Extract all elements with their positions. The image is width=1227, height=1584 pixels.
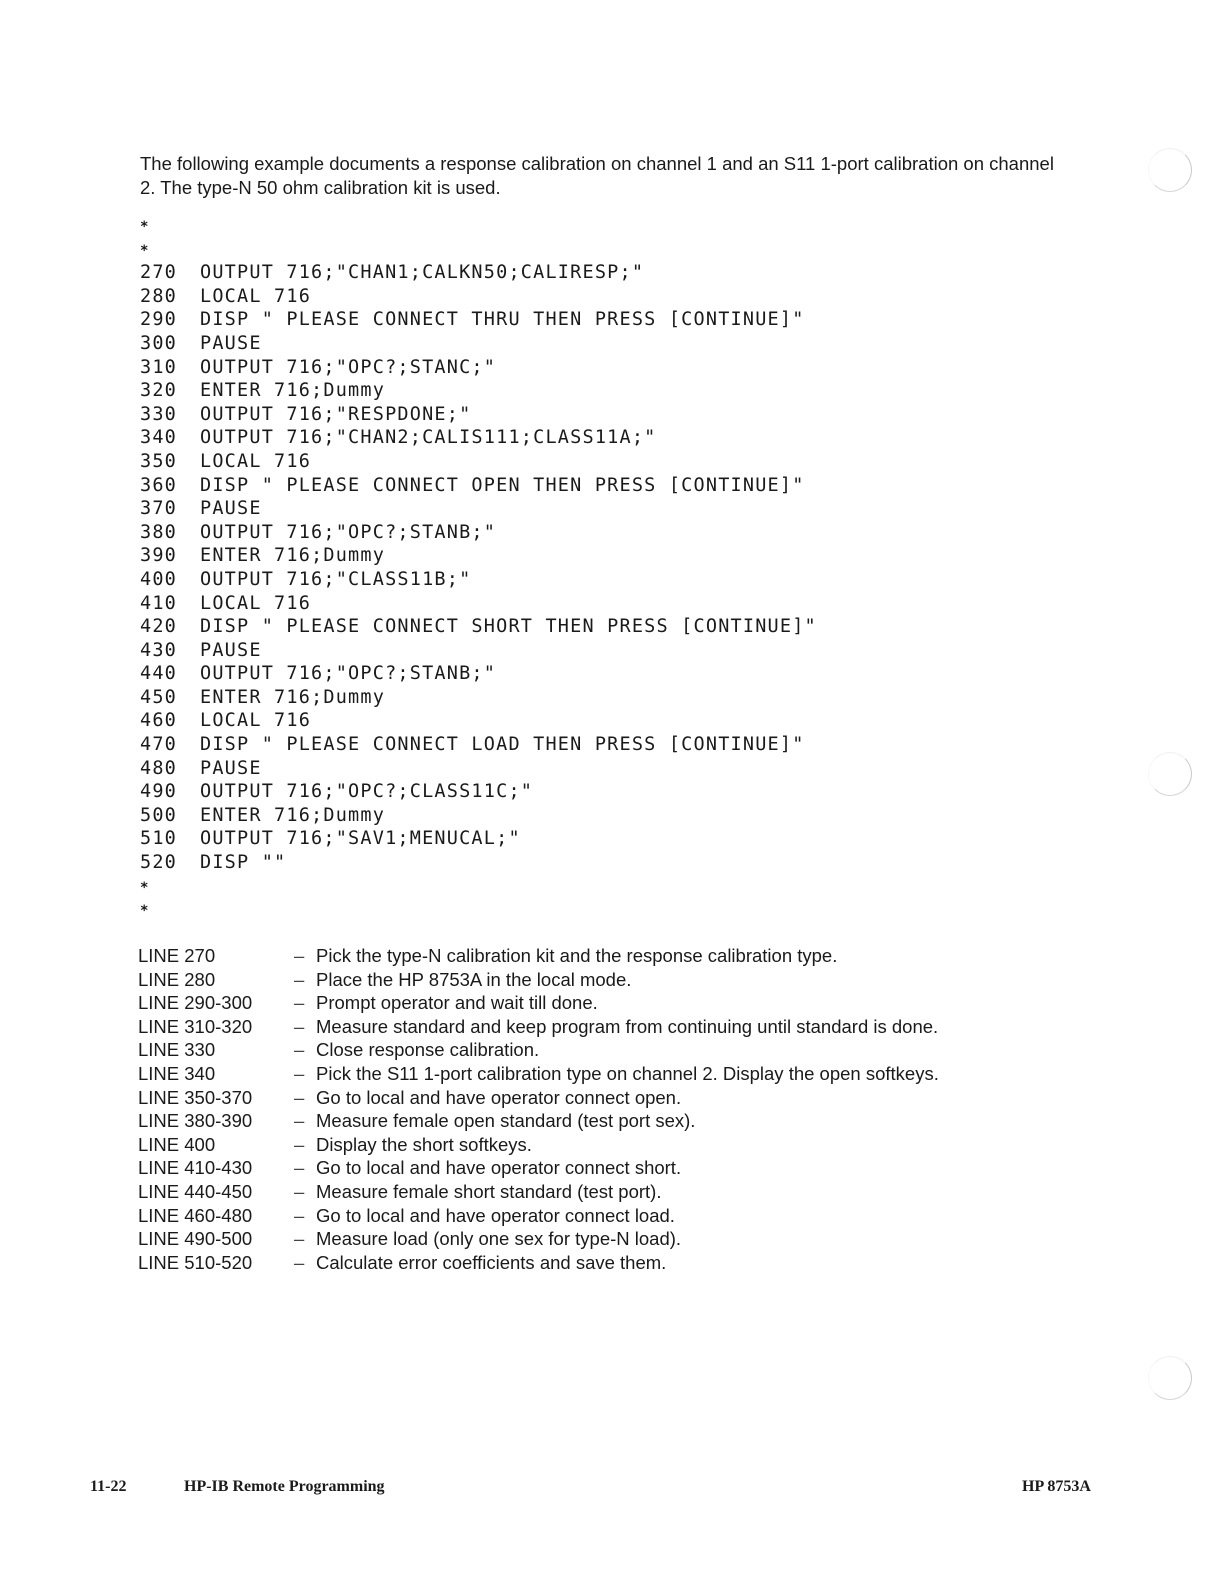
intro-paragraph: The following example documents a response calibration on channel 1 and an S11 1-port calibration on channel 2. The type-N 50 ohm calibration kit is used. bbox=[140, 153, 1054, 198]
note-dash: – bbox=[294, 1204, 305, 1226]
note-text: Pick the S11 1-port calibration type on channel 2. Display the open softkeys. bbox=[316, 1062, 939, 1084]
code-line bbox=[140, 238, 817, 262]
line-number: 420 bbox=[140, 616, 178, 638]
note-row bbox=[138, 1204, 939, 1228]
code-statement: DISP " PLEASE CONNECT SHORT THEN PRESS [CONTINUE]" bbox=[200, 616, 817, 638]
code-line bbox=[140, 426, 817, 450]
code-line bbox=[140, 875, 817, 899]
line-number: 310 bbox=[140, 356, 178, 378]
line-number: 440 bbox=[140, 663, 178, 685]
note-dash: – bbox=[294, 1133, 305, 1155]
code-listing bbox=[140, 214, 817, 922]
line-number: 430 bbox=[140, 639, 178, 661]
code-statement: DISP " PLEASE CONNECT OPEN THEN PRESS [CONTINUE]" bbox=[200, 474, 805, 496]
line-number: 460 bbox=[140, 710, 178, 732]
comment-marker: * bbox=[140, 219, 150, 235]
line-number: 370 bbox=[140, 498, 178, 520]
code-line bbox=[140, 497, 817, 521]
note-row bbox=[138, 1038, 939, 1062]
binder-hole bbox=[1148, 752, 1192, 796]
code-statement: OUTPUT 716;"RESPDONE;" bbox=[200, 403, 472, 425]
note-dash: – bbox=[294, 1086, 305, 1108]
note-dash: – bbox=[294, 945, 305, 966]
note-text: Measure load (only one sex for type-N load). bbox=[316, 1228, 682, 1250]
note-dash: – bbox=[294, 1157, 305, 1179]
note-line-label: LINE 410-430 bbox=[138, 1157, 253, 1179]
note-row bbox=[138, 1109, 939, 1133]
line-number: 340 bbox=[140, 427, 178, 449]
code-statement: OUTPUT 716;"CHAN1;CALKN50;CALIRESP;" bbox=[200, 262, 645, 284]
code-statement: PAUSE bbox=[200, 757, 262, 779]
note-row bbox=[138, 991, 939, 1015]
binder-hole bbox=[1148, 1356, 1192, 1400]
line-number: 450 bbox=[140, 686, 178, 708]
page-number: 11-22 bbox=[90, 1478, 127, 1495]
note-dash: – bbox=[294, 968, 305, 990]
code-statement: PAUSE bbox=[200, 498, 262, 520]
line-number: 520 bbox=[140, 852, 178, 874]
note-text: Pick the type-N calibration kit and the response calibration type. bbox=[316, 945, 838, 966]
product-name: HP 8753A bbox=[1022, 1478, 1091, 1495]
code-line bbox=[140, 356, 817, 380]
code-statement: ENTER 716;Dummy bbox=[200, 380, 386, 402]
code-line bbox=[140, 568, 817, 592]
code-line bbox=[140, 332, 817, 356]
note-text: Go to local and have operator connect load. bbox=[316, 1204, 675, 1226]
code-line bbox=[140, 733, 817, 757]
code-statement: LOCAL 716 bbox=[200, 285, 312, 307]
code-line bbox=[140, 898, 817, 922]
code-line bbox=[140, 615, 817, 639]
code-line bbox=[140, 308, 817, 332]
note-text: Calculate error coefficients and save them. bbox=[316, 1251, 667, 1273]
code-statement: ENTER 716;Dummy bbox=[200, 686, 386, 708]
code-line bbox=[140, 639, 817, 663]
note-dash: – bbox=[294, 1039, 305, 1061]
note-text: Close response calibration. bbox=[316, 1039, 540, 1061]
code-line bbox=[140, 379, 817, 403]
code-statement: DISP " PLEASE CONNECT LOAD THEN PRESS [CONTINUE]" bbox=[200, 734, 805, 756]
comment-marker: * bbox=[140, 242, 150, 259]
line-number: 390 bbox=[140, 545, 178, 567]
section-title: HP-IB Remote Programming bbox=[184, 1478, 385, 1495]
code-line bbox=[140, 757, 817, 781]
line-number: 300 bbox=[140, 332, 178, 354]
line-number: 350 bbox=[140, 450, 178, 472]
note-text: Measure female short standard (test port). bbox=[316, 1180, 662, 1202]
line-number: 400 bbox=[140, 568, 178, 590]
note-text: Display the short softkeys. bbox=[316, 1133, 532, 1155]
code-line bbox=[140, 780, 817, 804]
code-line bbox=[140, 403, 817, 427]
note-row bbox=[138, 944, 939, 968]
note-text: Measure female open standard (test port sex). bbox=[316, 1110, 696, 1132]
line-number: 480 bbox=[140, 757, 178, 779]
note-row bbox=[138, 1156, 939, 1180]
note-dash: – bbox=[294, 1251, 305, 1273]
code-statement: LOCAL 716 bbox=[200, 450, 312, 472]
line-number: 410 bbox=[140, 592, 178, 614]
line-number: 360 bbox=[140, 474, 178, 496]
note-row bbox=[138, 1086, 939, 1110]
code-statement: OUTPUT 716;"OPC?;STANB;" bbox=[200, 521, 497, 543]
code-statement: PAUSE bbox=[200, 639, 262, 661]
note-text: Prompt operator and wait till done. bbox=[316, 992, 598, 1014]
note-row bbox=[138, 968, 939, 992]
note-line-label: LINE 380-390 bbox=[138, 1110, 253, 1132]
code-statement: ENTER 716;Dummy bbox=[200, 545, 386, 567]
note-line-label: LINE 400 bbox=[138, 1133, 216, 1155]
comment-marker: * bbox=[140, 903, 150, 920]
code-statement: DISP "" bbox=[200, 852, 287, 874]
note-line-label: LINE 330 bbox=[138, 1039, 216, 1061]
note-line-label: LINE 510-520 bbox=[138, 1251, 253, 1273]
code-statement: OUTPUT 716;"SAV1;MENUCAL;" bbox=[200, 828, 521, 850]
code-line bbox=[140, 804, 817, 828]
note-dash: – bbox=[294, 1110, 305, 1132]
note-row bbox=[138, 1062, 939, 1086]
line-number: 330 bbox=[140, 403, 178, 425]
code-statement: OUTPUT 716;"OPC?;CLASS11C;" bbox=[200, 781, 534, 803]
line-number: 490 bbox=[140, 781, 178, 803]
code-statement: OUTPUT 716;"CHAN2;CALIS111;CLASS11A;" bbox=[200, 427, 657, 449]
code-line bbox=[140, 709, 817, 733]
note-text: Go to local and have operator connect open. bbox=[316, 1086, 682, 1108]
line-number: 320 bbox=[140, 380, 178, 402]
code-line bbox=[140, 827, 817, 851]
note-text: Measure standard and keep program from continuing until standard is done. bbox=[316, 1015, 939, 1037]
line-number: 510 bbox=[140, 828, 178, 850]
code-line bbox=[140, 450, 817, 474]
code-line bbox=[140, 851, 817, 875]
code-statement: PAUSE bbox=[200, 332, 262, 354]
code-line bbox=[140, 521, 817, 545]
note-line-label: LINE 350-370 bbox=[138, 1086, 253, 1108]
note-text: Place the HP 8753A in the local mode. bbox=[316, 968, 632, 990]
note-line-label: LINE 270 bbox=[138, 945, 216, 966]
code-line bbox=[140, 544, 817, 568]
code-line bbox=[140, 214, 817, 238]
note-dash: – bbox=[294, 1062, 305, 1084]
code-statement: LOCAL 716 bbox=[200, 592, 312, 614]
line-number: 380 bbox=[140, 521, 178, 543]
note-dash: – bbox=[294, 992, 305, 1014]
note-line-label: LINE 280 bbox=[138, 968, 216, 990]
code-line bbox=[140, 662, 817, 686]
note-row bbox=[138, 1133, 939, 1157]
line-number: 500 bbox=[140, 804, 178, 826]
code-line bbox=[140, 474, 817, 498]
note-row bbox=[138, 1180, 939, 1204]
comment-marker: * bbox=[140, 879, 150, 896]
note-line-label: LINE 290-300 bbox=[138, 992, 253, 1014]
code-statement: ENTER 716;Dummy bbox=[200, 804, 386, 826]
line-number: 470 bbox=[140, 734, 178, 756]
binder-hole bbox=[1148, 148, 1192, 192]
line-notes bbox=[138, 944, 939, 1274]
code-line bbox=[140, 592, 817, 616]
note-line-label: LINE 310-320 bbox=[138, 1015, 253, 1037]
note-dash: – bbox=[294, 1015, 305, 1037]
code-statement: LOCAL 716 bbox=[200, 710, 312, 732]
code-statement: DISP " PLEASE CONNECT THRU THEN PRESS [CONTINUE]" bbox=[200, 309, 805, 331]
code-statement: OUTPUT 716;"OPC?;STANB;" bbox=[200, 663, 497, 685]
note-dash: – bbox=[294, 1180, 305, 1202]
note-row bbox=[138, 1251, 939, 1275]
note-dash: – bbox=[294, 1228, 305, 1250]
note-line-label: LINE 340 bbox=[138, 1062, 216, 1084]
code-statement: OUTPUT 716;"OPC?;STANC;" bbox=[200, 356, 497, 378]
note-line-label: LINE 490-500 bbox=[138, 1228, 253, 1250]
code-statement: OUTPUT 716;"CLASS11B;" bbox=[200, 568, 472, 590]
code-line bbox=[140, 285, 817, 309]
line-number: 290 bbox=[140, 309, 178, 331]
code-line bbox=[140, 686, 817, 710]
line-number: 270 bbox=[140, 262, 178, 284]
note-line-label: LINE 460-480 bbox=[138, 1204, 253, 1226]
line-number: 280 bbox=[140, 285, 178, 307]
note-line-label: LINE 440-450 bbox=[138, 1180, 253, 1202]
note-row bbox=[138, 1015, 939, 1039]
note-row bbox=[138, 1227, 939, 1251]
note-text: Go to local and have operator connect short. bbox=[316, 1157, 682, 1179]
code-line bbox=[140, 261, 817, 285]
